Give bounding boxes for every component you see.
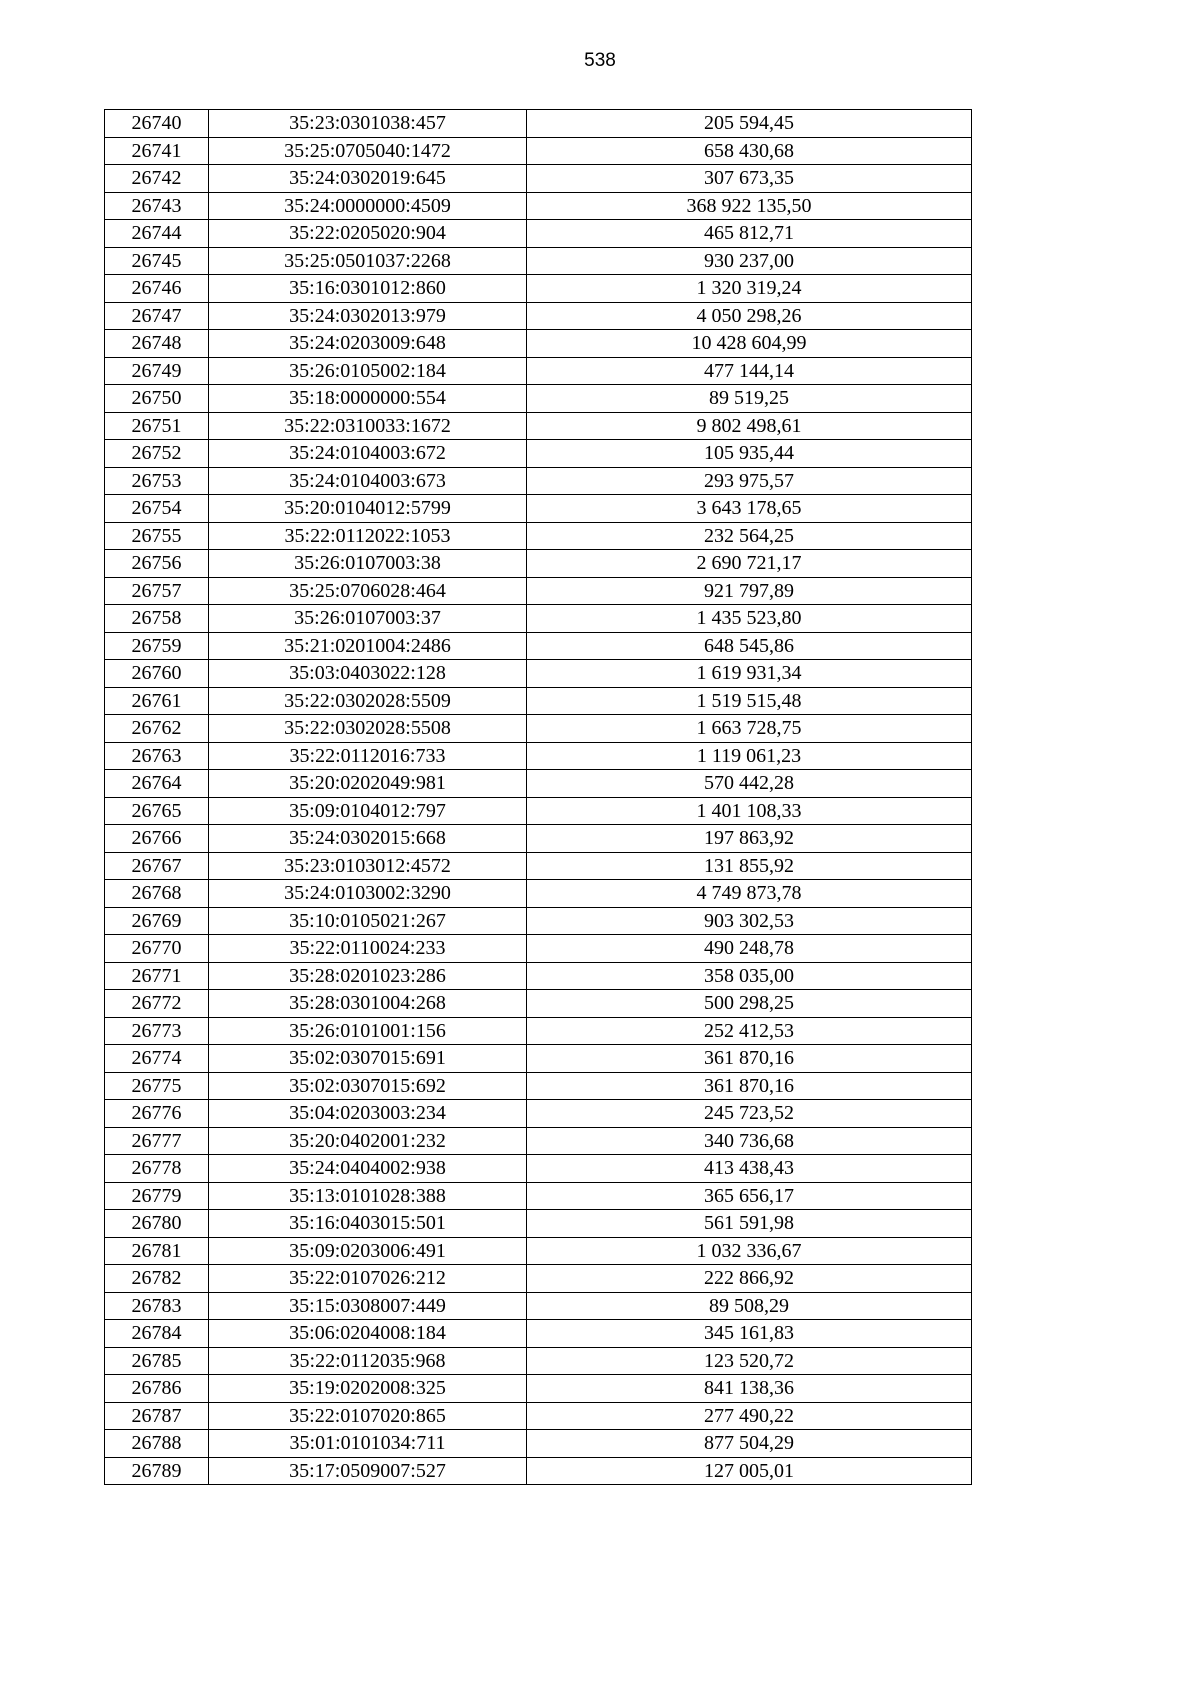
table-row xyxy=(105,935,972,963)
table-row xyxy=(105,1100,972,1128)
row-number-cell: 26743 xyxy=(105,192,209,220)
cadastral-number-cell: 35:28:0201023:286 xyxy=(209,962,527,990)
table-row xyxy=(105,550,972,578)
cadastral-value-cell: 658 430,68 xyxy=(527,137,972,165)
table-row xyxy=(105,220,972,248)
cadastral-value-cell: 1 663 728,75 xyxy=(527,715,972,743)
row-number-cell: 26765 xyxy=(105,797,209,825)
row-number-cell: 26780 xyxy=(105,1210,209,1238)
table-row xyxy=(105,467,972,495)
cadastral-value-cell: 368 922 135,50 xyxy=(527,192,972,220)
row-number-cell: 26777 xyxy=(105,1127,209,1155)
table-row xyxy=(105,1457,972,1485)
table-row xyxy=(105,577,972,605)
table-row xyxy=(105,605,972,633)
table-row xyxy=(105,275,972,303)
row-number-cell: 26768 xyxy=(105,880,209,908)
cadastral-number-cell: 35:17:0509007:527 xyxy=(209,1457,527,1485)
cadastral-value-cell: 1 119 061,23 xyxy=(527,742,972,770)
row-number-cell: 26782 xyxy=(105,1265,209,1293)
cadastral-value-cell: 293 975,57 xyxy=(527,467,972,495)
cadastral-value-cell: 197 863,92 xyxy=(527,825,972,853)
row-number-cell: 26759 xyxy=(105,632,209,660)
cadastral-number-cell: 35:24:0302019:645 xyxy=(209,165,527,193)
cadastral-number-cell: 35:06:0204008:184 xyxy=(209,1320,527,1348)
cadastral-number-cell: 35:15:0308007:449 xyxy=(209,1292,527,1320)
table-row xyxy=(105,1320,972,1348)
cadastral-number-cell: 35:22:0112016:733 xyxy=(209,742,527,770)
table-row xyxy=(105,192,972,220)
table-row xyxy=(105,1402,972,1430)
cadastral-number-cell: 35:22:0110024:233 xyxy=(209,935,527,963)
table-row xyxy=(105,137,972,165)
cadastral-value-cell: 4 050 298,26 xyxy=(527,302,972,330)
table-row xyxy=(105,962,972,990)
cadastral-number-cell: 35:04:0203003:234 xyxy=(209,1100,527,1128)
table-row xyxy=(105,110,972,138)
cadastral-value-cell: 648 545,86 xyxy=(527,632,972,660)
table-row xyxy=(105,907,972,935)
cadastral-value-cell: 500 298,25 xyxy=(527,990,972,1018)
row-number-cell: 26746 xyxy=(105,275,209,303)
cadastral-number-cell: 35:24:0203009:648 xyxy=(209,330,527,358)
cadastral-number-cell: 35:22:0302028:5508 xyxy=(209,715,527,743)
cadastral-number-cell: 35:25:0705040:1472 xyxy=(209,137,527,165)
cadastral-value-cell: 345 161,83 xyxy=(527,1320,972,1348)
row-number-cell: 26761 xyxy=(105,687,209,715)
cadastral-number-cell: 35:25:0501037:2268 xyxy=(209,247,527,275)
row-number-cell: 26750 xyxy=(105,385,209,413)
cadastral-number-cell: 35:13:0101028:388 xyxy=(209,1182,527,1210)
table-row xyxy=(105,1127,972,1155)
table-row xyxy=(105,1072,972,1100)
row-number-cell: 26781 xyxy=(105,1237,209,1265)
cadastral-number-cell: 35:20:0402001:232 xyxy=(209,1127,527,1155)
cadastral-value-cell: 232 564,25 xyxy=(527,522,972,550)
table-row xyxy=(105,715,972,743)
cadastral-value-cell: 465 812,71 xyxy=(527,220,972,248)
cadastral-value-cell: 365 656,17 xyxy=(527,1182,972,1210)
cadastral-number-cell: 35:22:0107020:865 xyxy=(209,1402,527,1430)
row-number-cell: 26762 xyxy=(105,715,209,743)
table-row xyxy=(105,797,972,825)
cadastral-value-cell: 930 237,00 xyxy=(527,247,972,275)
row-number-cell: 26775 xyxy=(105,1072,209,1100)
cadastral-number-cell: 35:16:0301012:860 xyxy=(209,275,527,303)
row-number-cell: 26758 xyxy=(105,605,209,633)
cadastral-value-cell: 358 035,00 xyxy=(527,962,972,990)
cadastral-value-cell: 307 673,35 xyxy=(527,165,972,193)
table-row xyxy=(105,1155,972,1183)
cadastral-number-cell: 35:28:0301004:268 xyxy=(209,990,527,1018)
cadastral-number-cell: 35:22:0107026:212 xyxy=(209,1265,527,1293)
row-number-cell: 26752 xyxy=(105,440,209,468)
table-row xyxy=(105,1430,972,1458)
row-number-cell: 26776 xyxy=(105,1100,209,1128)
row-number-cell: 26766 xyxy=(105,825,209,853)
cadastral-number-cell: 35:22:0205020:904 xyxy=(209,220,527,248)
row-number-cell: 26747 xyxy=(105,302,209,330)
table-row xyxy=(105,357,972,385)
row-number-cell: 26779 xyxy=(105,1182,209,1210)
cadastral-number-cell: 35:24:0302015:668 xyxy=(209,825,527,853)
cadastral-number-cell: 35:20:0104012:5799 xyxy=(209,495,527,523)
cadastral-number-cell: 35:24:0404002:938 xyxy=(209,1155,527,1183)
cadastral-value-cell: 131 855,92 xyxy=(527,852,972,880)
registry-table-body xyxy=(105,110,972,1485)
table-row xyxy=(105,302,972,330)
row-number-cell: 26778 xyxy=(105,1155,209,1183)
cadastral-value-cell: 105 935,44 xyxy=(527,440,972,468)
page-number: 538 xyxy=(584,50,616,71)
cadastral-number-cell: 35:09:0104012:797 xyxy=(209,797,527,825)
table-row xyxy=(105,1292,972,1320)
table-row xyxy=(105,1237,972,1265)
cadastral-number-cell: 35:26:0101001:156 xyxy=(209,1017,527,1045)
row-number-cell: 26770 xyxy=(105,935,209,963)
table-row xyxy=(105,660,972,688)
cadastral-number-cell: 35:02:0307015:692 xyxy=(209,1072,527,1100)
row-number-cell: 26748 xyxy=(105,330,209,358)
cadastral-value-cell: 277 490,22 xyxy=(527,1402,972,1430)
table-row xyxy=(105,1017,972,1045)
table-row xyxy=(105,522,972,550)
cadastral-number-cell: 35:26:0105002:184 xyxy=(209,357,527,385)
table-row xyxy=(105,165,972,193)
cadastral-number-cell: 35:25:0706028:464 xyxy=(209,577,527,605)
row-number-cell: 26741 xyxy=(105,137,209,165)
row-number-cell: 26760 xyxy=(105,660,209,688)
row-number-cell: 26771 xyxy=(105,962,209,990)
table-row xyxy=(105,440,972,468)
table-row xyxy=(105,770,972,798)
cadastral-number-cell: 35:22:0112022:1053 xyxy=(209,522,527,550)
table-row xyxy=(105,1045,972,1073)
row-number-cell: 26754 xyxy=(105,495,209,523)
row-number-cell: 26789 xyxy=(105,1457,209,1485)
cadastral-number-cell: 35:22:0112035:968 xyxy=(209,1347,527,1375)
cadastral-number-cell: 35:02:0307015:691 xyxy=(209,1045,527,1073)
cadastral-value-cell: 1 320 319,24 xyxy=(527,275,972,303)
cadastral-value-cell: 4 749 873,78 xyxy=(527,880,972,908)
cadastral-value-cell: 10 428 604,99 xyxy=(527,330,972,358)
cadastral-number-cell: 35:19:0202008:325 xyxy=(209,1375,527,1403)
row-number-cell: 26757 xyxy=(105,577,209,605)
cadastral-value-cell: 1 032 336,67 xyxy=(527,1237,972,1265)
cadastral-value-cell: 570 442,28 xyxy=(527,770,972,798)
row-number-cell: 26744 xyxy=(105,220,209,248)
table-row xyxy=(105,825,972,853)
table-row xyxy=(105,880,972,908)
cadastral-value-cell: 89 519,25 xyxy=(527,385,972,413)
table-row xyxy=(105,1210,972,1238)
table-row xyxy=(105,1182,972,1210)
row-number-cell: 26788 xyxy=(105,1430,209,1458)
table-row xyxy=(105,632,972,660)
cadastral-number-cell: 35:23:0301038:457 xyxy=(209,110,527,138)
cadastral-number-cell: 35:26:0107003:37 xyxy=(209,605,527,633)
cadastral-value-cell: 490 248,78 xyxy=(527,935,972,963)
row-number-cell: 26769 xyxy=(105,907,209,935)
row-number-cell: 26772 xyxy=(105,990,209,1018)
cadastral-number-cell: 35:24:0103002:3290 xyxy=(209,880,527,908)
row-number-cell: 26767 xyxy=(105,852,209,880)
row-number-cell: 26763 xyxy=(105,742,209,770)
table-row xyxy=(105,412,972,440)
registry-table-container xyxy=(104,109,972,1485)
registry-table xyxy=(104,109,972,1485)
cadastral-number-cell: 35:22:0310033:1672 xyxy=(209,412,527,440)
cadastral-value-cell: 903 302,53 xyxy=(527,907,972,935)
cadastral-number-cell: 35:24:0000000:4509 xyxy=(209,192,527,220)
table-row xyxy=(105,495,972,523)
row-number-cell: 26784 xyxy=(105,1320,209,1348)
cadastral-number-cell: 35:24:0104003:673 xyxy=(209,467,527,495)
cadastral-value-cell: 9 802 498,61 xyxy=(527,412,972,440)
row-number-cell: 26764 xyxy=(105,770,209,798)
cadastral-number-cell: 35:24:0302013:979 xyxy=(209,302,527,330)
row-number-cell: 26786 xyxy=(105,1375,209,1403)
row-number-cell: 26740 xyxy=(105,110,209,138)
row-number-cell: 26753 xyxy=(105,467,209,495)
cadastral-value-cell: 841 138,36 xyxy=(527,1375,972,1403)
cadastral-number-cell: 35:26:0107003:38 xyxy=(209,550,527,578)
cadastral-number-cell: 35:20:0202049:981 xyxy=(209,770,527,798)
cadastral-value-cell: 127 005,01 xyxy=(527,1457,972,1485)
cadastral-value-cell: 1 435 523,80 xyxy=(527,605,972,633)
cadastral-value-cell: 921 797,89 xyxy=(527,577,972,605)
cadastral-value-cell: 1 519 515,48 xyxy=(527,687,972,715)
table-row xyxy=(105,852,972,880)
cadastral-value-cell: 361 870,16 xyxy=(527,1072,972,1100)
cadastral-value-cell: 3 643 178,65 xyxy=(527,495,972,523)
row-number-cell: 26787 xyxy=(105,1402,209,1430)
cadastral-value-cell: 877 504,29 xyxy=(527,1430,972,1458)
cadastral-number-cell: 35:23:0103012:4572 xyxy=(209,852,527,880)
row-number-cell: 26745 xyxy=(105,247,209,275)
table-row xyxy=(105,990,972,1018)
cadastral-value-cell: 2 690 721,17 xyxy=(527,550,972,578)
row-number-cell: 26783 xyxy=(105,1292,209,1320)
cadastral-value-cell: 205 594,45 xyxy=(527,110,972,138)
row-number-cell: 26749 xyxy=(105,357,209,385)
cadastral-value-cell: 413 438,43 xyxy=(527,1155,972,1183)
cadastral-number-cell: 35:18:0000000:554 xyxy=(209,385,527,413)
table-row xyxy=(105,330,972,358)
row-number-cell: 26755 xyxy=(105,522,209,550)
row-number-cell: 26756 xyxy=(105,550,209,578)
cadastral-number-cell: 35:22:0302028:5509 xyxy=(209,687,527,715)
cadastral-number-cell: 35:10:0105021:267 xyxy=(209,907,527,935)
table-row xyxy=(105,247,972,275)
row-number-cell: 26742 xyxy=(105,165,209,193)
row-number-cell: 26774 xyxy=(105,1045,209,1073)
cadastral-value-cell: 561 591,98 xyxy=(527,1210,972,1238)
table-row xyxy=(105,1265,972,1293)
cadastral-value-cell: 89 508,29 xyxy=(527,1292,972,1320)
table-row xyxy=(105,742,972,770)
table-row xyxy=(105,1347,972,1375)
table-row xyxy=(105,687,972,715)
cadastral-value-cell: 222 866,92 xyxy=(527,1265,972,1293)
cadastral-number-cell: 35:16:0403015:501 xyxy=(209,1210,527,1238)
cadastral-value-cell: 1 619 931,34 xyxy=(527,660,972,688)
cadastral-number-cell: 35:24:0104003:672 xyxy=(209,440,527,468)
row-number-cell: 26751 xyxy=(105,412,209,440)
cadastral-number-cell: 35:21:0201004:2486 xyxy=(209,632,527,660)
cadastral-value-cell: 252 412,53 xyxy=(527,1017,972,1045)
cadastral-value-cell: 245 723,52 xyxy=(527,1100,972,1128)
cadastral-value-cell: 477 144,14 xyxy=(527,357,972,385)
cadastral-number-cell: 35:09:0203006:491 xyxy=(209,1237,527,1265)
row-number-cell: 26773 xyxy=(105,1017,209,1045)
row-number-cell: 26785 xyxy=(105,1347,209,1375)
cadastral-value-cell: 123 520,72 xyxy=(527,1347,972,1375)
cadastral-value-cell: 1 401 108,33 xyxy=(527,797,972,825)
cadastral-value-cell: 340 736,68 xyxy=(527,1127,972,1155)
cadastral-number-cell: 35:01:0101034:711 xyxy=(209,1430,527,1458)
table-row xyxy=(105,1375,972,1403)
cadastral-number-cell: 35:03:0403022:128 xyxy=(209,660,527,688)
cadastral-value-cell: 361 870,16 xyxy=(527,1045,972,1073)
table-row xyxy=(105,385,972,413)
